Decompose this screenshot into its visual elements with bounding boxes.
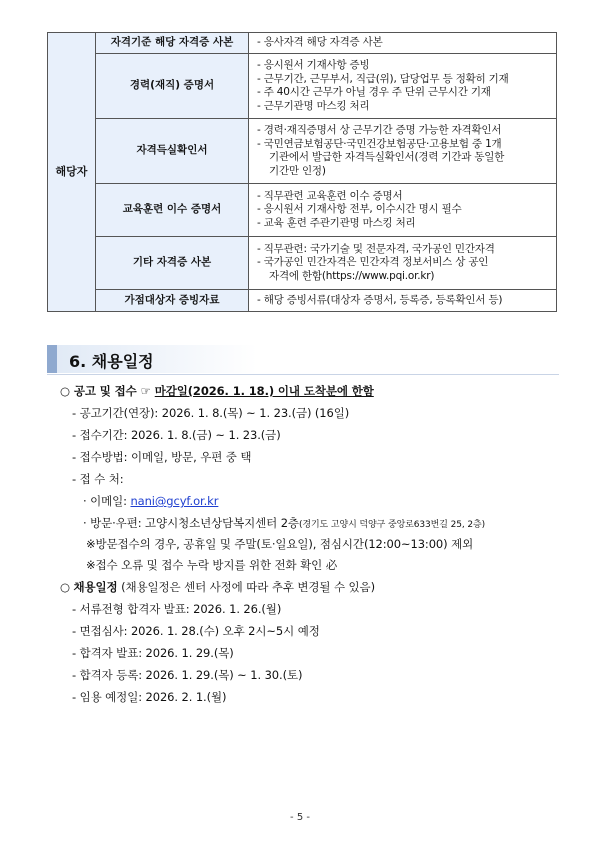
bullet-circle: ○ — [60, 384, 70, 398]
visit-place: 고양시청소년상담복지센터 2층 — [145, 516, 299, 530]
description-line: - 해당 증빙서류(대상자 증명서, 등록증, 등록확인서 등) — [257, 293, 503, 306]
description-line: - 근무기관명 마스킹 처리 — [257, 99, 370, 112]
email-link[interactable]: nani@gcyf.or.kr — [130, 494, 219, 508]
list-item: - 임용 예정일: 2026. 2. 1.(월) — [72, 690, 227, 704]
description-cell — [249, 33, 557, 54]
list-item: - 서류전형 합격자 발표: 2026. 1. 26.(월) — [72, 602, 282, 616]
description-line: - 교육 훈련 주관기관명 마스킹 처리 — [257, 216, 416, 229]
side-label: 해당자 — [48, 33, 96, 312]
description-line: - 경력·재직증명서 상 근무기간 증명 가능한 자격확인서 — [257, 124, 502, 136]
description-line: - 응사자격 해당 자격증 사본 — [257, 36, 383, 49]
deadline-text: 마감일(2026. 1. 18.) 이내 도착분에 한함 — [154, 384, 374, 398]
section-header — [47, 345, 559, 373]
table-row — [48, 290, 557, 312]
table-row — [48, 119, 557, 184]
visit-label: · 방문·우편: — [83, 516, 142, 530]
section-divider — [47, 374, 559, 375]
category-cell: 기타 자격증 사본 — [96, 237, 249, 290]
description-cell — [249, 237, 557, 290]
visit-address: (경기도 고양시 덕양구 중앙로633번길 25, 2층) — [298, 520, 485, 530]
description-line: - 직무관련: 국가기술 및 전문자격, 국가공인 민간자격 — [257, 242, 495, 255]
bullet-circle: ○ — [60, 580, 70, 594]
description-line: - 근무기간, 근무부서, 직급(위), 담당업무 등 정확히 기재 — [257, 72, 509, 85]
description-line: - 직무관련 교육훈련 이수 증명서 — [257, 189, 403, 202]
visit-line — [83, 515, 485, 531]
table-row — [48, 184, 557, 237]
table-row — [48, 33, 557, 54]
schedule-note: (채용일정은 센터 사정에 따라 추후 변경될 수 있음) — [121, 580, 375, 594]
category-cell: 자격득실확인서 — [96, 119, 249, 184]
description-line: - 응시원서 기재사항 전부, 이수시간 명시 필수 — [257, 203, 462, 216]
page-number: - 5 - — [290, 812, 310, 823]
description-cell — [249, 119, 557, 184]
category-cell: 경력(재직) 증명서 — [96, 54, 249, 119]
list-item: - 접수기간: 2026. 1. 8.(금) ~ 1. 23.(금) — [72, 428, 281, 442]
schedule-heading — [60, 579, 375, 595]
description-line: 기간만 인정) — [269, 164, 326, 177]
category-cell: 자격기준 해당 자격증 사본 — [96, 33, 249, 54]
table-row — [48, 54, 557, 119]
description-line: - 국민연금보험공단·국민건강보험공단·고용보험 중 1개 — [257, 137, 502, 150]
description-line: 기관에서 발급한 자격득실확인서(경력 기간과 동일한 — [269, 151, 505, 163]
table-row — [48, 237, 557, 290]
schedule-label: 채용일정 — [73, 580, 118, 594]
notice-heading — [60, 383, 374, 399]
list-item: - 접수방법: 이메일, 방문, 우편 중 택 — [72, 450, 252, 464]
description-line: - 주 40시간 근무가 아닐 경우 주 단위 근무시간 기재 — [257, 86, 491, 98]
notice-label: 공고 및 접수 — [73, 384, 137, 398]
description-cell — [249, 290, 557, 312]
email-label: · 이메일: — [83, 494, 127, 508]
list-item: - 합격자 등록: 2026. 1. 29.(목) ~ 1. 30.(토) — [72, 668, 303, 682]
category-cell: 교육훈련 이수 증명서 — [96, 184, 249, 237]
pointer-icon: ☞ — [140, 384, 151, 398]
description-line: - 국가공인 민간자격은 민간자격 정보서비스 상 공인 — [257, 256, 489, 269]
list-item: - 접 수 처: — [72, 472, 124, 486]
required-documents-table — [47, 32, 557, 312]
email-line — [83, 493, 218, 509]
description-cell — [249, 54, 557, 119]
description-cell — [249, 184, 557, 237]
section-title: 6. 채용일정 — [69, 352, 154, 371]
note-line: ※방문접수의 경우, 공휴일 및 주말(토·일요일), 점심시간(12:00~13:00) 제외 — [86, 537, 474, 551]
list-item: - 공고기간(연장): 2026. 1. 8.(목) ~ 1. 23.(금) (16일) — [72, 406, 350, 420]
section-accent-bar — [47, 345, 57, 373]
description-line: 자격에 한함(https://www.pqi.or.kr) — [269, 269, 435, 282]
description-line: - 응시원서 기재사항 증빙 — [257, 59, 370, 71]
list-item: - 합격자 발표: 2026. 1. 29.(목) — [72, 646, 234, 660]
note-line: ※접수 오류 및 접수 누락 방지를 위한 전화 확인 必 — [86, 558, 338, 572]
list-item: - 면접심사: 2026. 1. 28.(수) 오후 2시~5시 예정 — [72, 624, 320, 638]
category-cell: 가점대상자 증빙자료 — [96, 290, 249, 312]
